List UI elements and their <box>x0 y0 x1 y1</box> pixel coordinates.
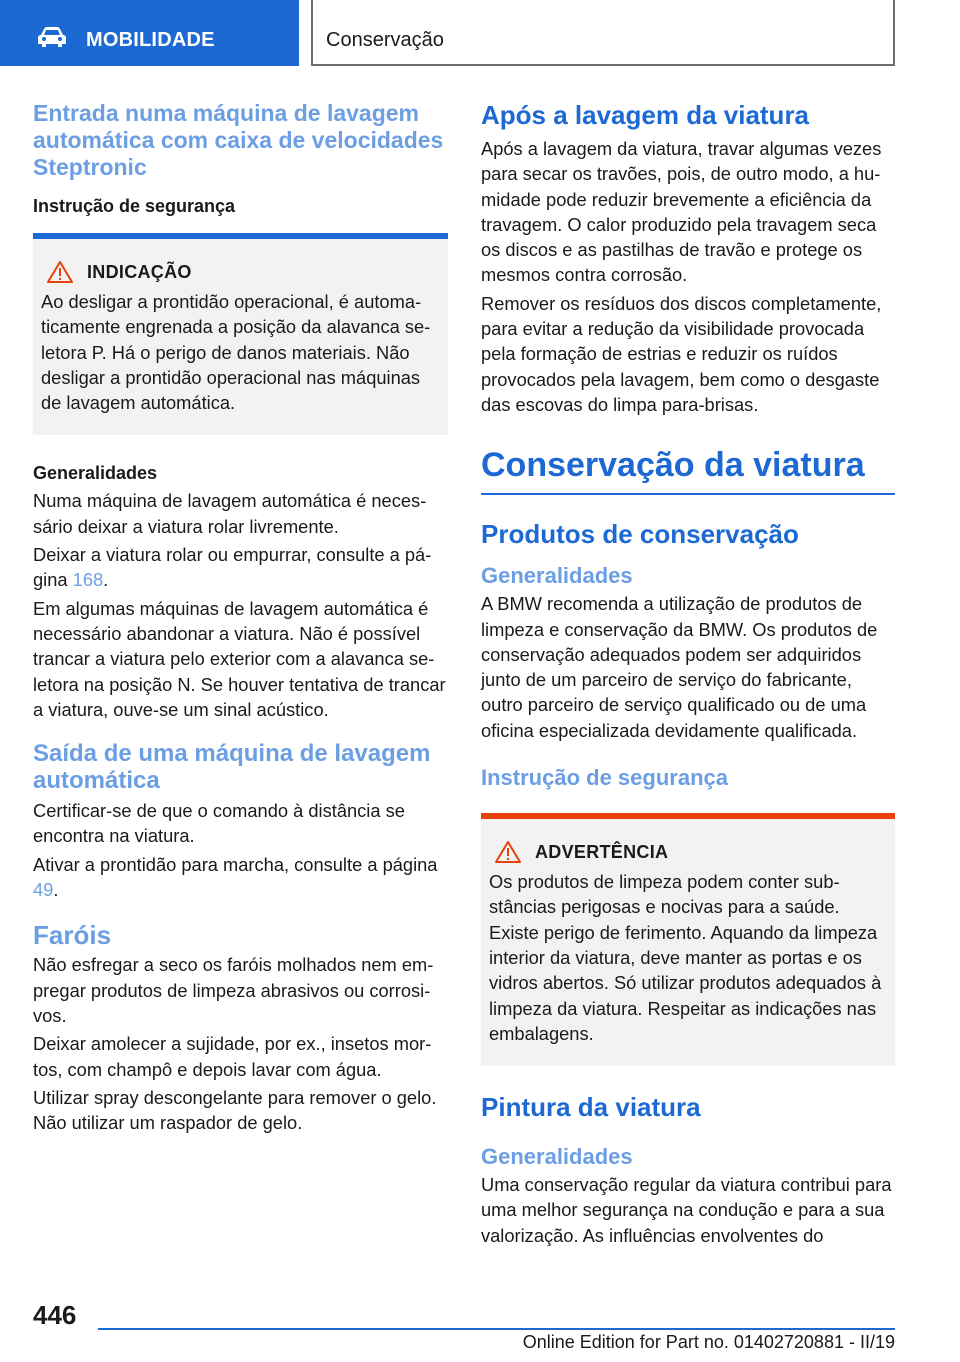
warning-text: Os produtos de limpeza podem conter substâncias perigosas e nocivas para a saúde. Existe perigo de ferimento. Aquando da limpeza interior da viatura, deve manter as portas e os vidros abertos. Só utilizar produtos adequados à limpeza da viatura. Respeitar as indicações nas embalagens. <box>489 871 882 1044</box>
general-paragraph-3: Em algumas máquinas de lavagem automática é necessário abandonar a viatura. Não é possível trancar a viatura pelo exterior com a alavanca seletora na posição N. Se houver tentativa de trancar a viatura, ouve-se um sinal acústico. <box>33 597 446 720</box>
chapter-title: Conservação <box>326 29 444 51</box>
right-column <box>481 100 895 1248</box>
footer-edition: Online Edition for Part no. 01402720881 - II/19 <box>522 1332 895 1352</box>
warning-header <box>495 841 887 863</box>
general-paragraph-2-end: . <box>103 569 109 591</box>
safety-instruction-label: Instrução de segurança <box>33 196 236 216</box>
notice-header <box>47 261 440 283</box>
page-link-49[interactable]: 49 <box>33 879 54 901</box>
car-icon <box>36 26 68 48</box>
heading-care-products: Produtos de conservação <box>481 519 799 550</box>
heading-rule <box>481 493 895 495</box>
heading-paintwork: Pintura da viatura <box>481 1092 701 1123</box>
after-paragraph-1: Após a lavagem da viatura, travar algumas vezes para secar os travões, pois, de outro modo, a humidade pode reduzir brevemente a eficiência da travagem. O calor produzido pela travagem seca os discos e as pastilhas de travão e protege os mesmos contra corrosão. <box>481 138 882 286</box>
subheading-general-2: Generalidades <box>481 1144 633 1170</box>
general-paragraph-2-text: Deixar a viatura rolar ou empurrar, consulte a página <box>33 544 432 591</box>
exit-paragraph-1: Certificar-se de que o comando à distância se encontra na viatura. <box>33 800 405 847</box>
after-paragraph-2: Remover os resíduos dos discos completamente, para evitar a redução da visibilidade provocada pela formação de estrias e reduzir os ruídos provocados pela lavagem, bem como o desgaste das escovas do limpa para-brisas. <box>481 292 882 415</box>
warning-triangle-icon <box>495 841 521 863</box>
exit-paragraph-2-text: Ativar a prontidão para marcha, consulte a página <box>33 853 438 875</box>
lights-paragraph-3: Utilizar spray descongelante para remover o gelo. Não utilizar um raspador de gelo. <box>33 1086 437 1134</box>
lights-paragraph-2: Deixar amolecer a sujidade, por ex., insetos mortos, com champô e depois lavar com água. <box>33 1033 432 1080</box>
heading-wash-exit: Saída de uma máquina de lavagem automática <box>33 740 431 795</box>
general-paragraph-1: Numa máquina de lavagem automática é necessário deixar a viatura rolar livremente. <box>33 490 427 537</box>
warning-title: ADVERTÊNCIA <box>535 841 669 862</box>
left-column <box>33 100 448 1135</box>
footer-rule <box>98 1328 895 1330</box>
page-number: 446 <box>33 1300 77 1330</box>
exit-paragraph-2 <box>33 852 448 903</box>
notice-title: INDICAÇÃO <box>87 261 192 282</box>
section-tab[interactable] <box>0 0 299 66</box>
general-label: Generalidades <box>33 463 158 484</box>
notice-box <box>33 233 448 435</box>
paint-paragraph-1: Uma conservação regular da viatura contribui para uma melhor segurança na condução e para a sua valorização. As influências envolventes do <box>481 1174 892 1246</box>
heading-after-wash: Após a lavagem da viatura <box>481 100 810 130</box>
subheading-safety: Instrução de segurança <box>481 765 728 791</box>
heading-wash-entry: Entrada numa máquina de lavagem automática com caixa de velocidades Steptronic <box>33 100 444 180</box>
lights-paragraph-1: Não esfregar a seco os faróis molhados nem empregar produtos de limpeza abrasivos ou corrosivos. <box>33 954 434 1026</box>
warning-box <box>481 813 895 1066</box>
warning-triangle-icon <box>47 261 73 283</box>
exit-paragraph-2-end: . <box>53 879 59 901</box>
notice-text: Ao desligar a prontidão operacional, é automaticamente engrenada a posição da alavanca seletora P. Há o perigo de danos materiais. Não desligar a prontidão operacional nas máquinas de lavagem automática. <box>41 291 431 414</box>
products-paragraph-1: A BMW recomenda a utilização de produtos de limpeza e conservação da BMW. Os produtos de conservação adequados podem ser adquiridos junto de um parceiro de serviço do fabricante, outro parceiro de serviço qualificado ou de uma oficina especializada devidamente qualificada. <box>481 593 878 741</box>
section-label: MOBILIDADE <box>86 29 215 51</box>
subheading-general-1: Generalidades <box>481 563 633 589</box>
page-link-168[interactable]: 168 <box>72 569 104 591</box>
heading-headlights: Faróis <box>33 920 112 951</box>
heading-vehicle-care: Conservação da viatura <box>481 446 865 485</box>
general-paragraph-2 <box>33 542 448 593</box>
